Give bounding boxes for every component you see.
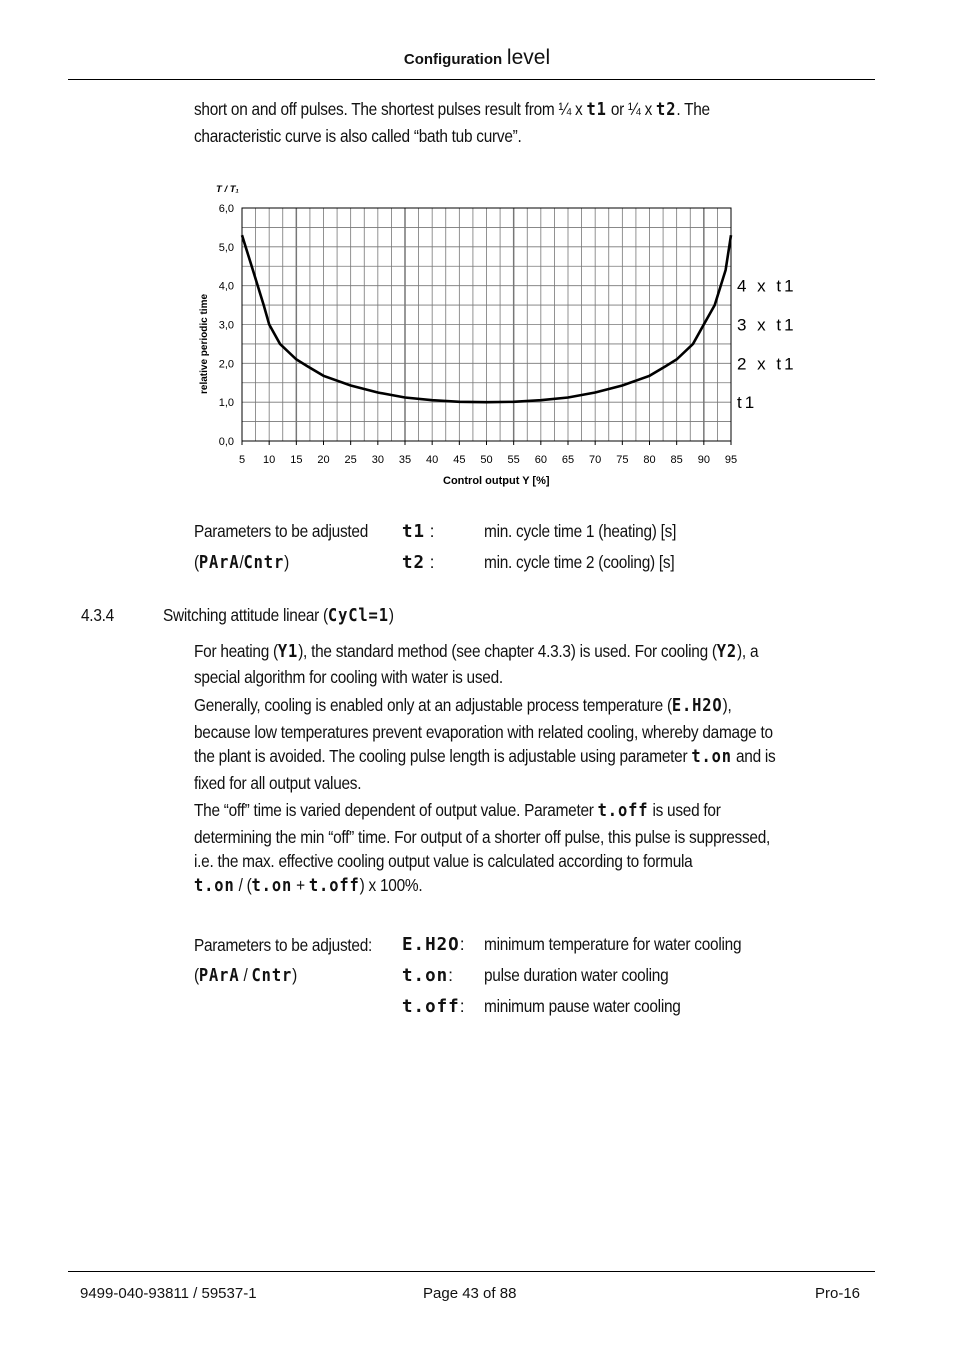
footer-page-number: Page 43 of 88 xyxy=(423,1285,517,1302)
params2-row-toff: t.off: xyxy=(402,996,465,1017)
section-number: 4.3.4 xyxy=(81,605,114,625)
footer-product: Pro-16 xyxy=(815,1285,861,1302)
x-tick-label: 20 xyxy=(317,454,330,466)
x-tick-label: 5 xyxy=(238,454,246,466)
x-tick-label: 55 xyxy=(507,454,520,466)
code-cycl: CyCl=1 xyxy=(327,606,389,626)
chart-ylabel: relative periodic time xyxy=(199,293,210,394)
params2-row-ton: t.on: xyxy=(402,965,453,986)
code-cntr: Cntr xyxy=(243,553,285,573)
y-tick-label: 1,0 xyxy=(218,397,234,410)
y-tick-label: 4,0 xyxy=(218,280,234,293)
params1-menu: (PArA/Cntr) xyxy=(194,552,289,573)
x-tick-label: 70 xyxy=(589,454,602,466)
x-tick-label: 95 xyxy=(724,454,738,466)
header-title-light: level xyxy=(506,46,551,69)
x-tick-label: 60 xyxy=(534,454,547,466)
params2-row-toff-desc: minimum pause water cooling xyxy=(484,996,681,1016)
body-p3-line2: determining the min “off” time. For output of a shorter off pulse, this pulse is suppressed, xyxy=(194,827,771,847)
intro-line-1: short on and off pulses. The shortest pulses result from ¼ x t1 or ¼ x t2. The xyxy=(194,99,710,120)
body-p3-line3: i.e. the max. effective cooling output value is calculated according to formula xyxy=(194,851,693,871)
x-tick-label: 45 xyxy=(453,454,466,466)
body-p1-line2: special algorithm for cooling with water is used. xyxy=(194,667,503,687)
x-tick-label: 75 xyxy=(616,454,629,466)
x-tick-label: 30 xyxy=(371,454,384,466)
header-title-bold: Configuration xyxy=(403,51,503,68)
chart-right-labels xyxy=(737,277,797,413)
code-y2: Y2 xyxy=(716,642,738,662)
chart-y-top-label: T / T₁ xyxy=(216,184,239,195)
params1-label: Parameters to be adjusted xyxy=(194,521,369,541)
y-tick-label: 3,0 xyxy=(218,319,234,332)
right-axis-label: 4 x t1 xyxy=(737,276,797,296)
code-t2: t2 xyxy=(656,100,677,120)
x-tick-label: 10 xyxy=(263,454,276,466)
footer-doc-number: 9499-040-93811 / 59537-1 xyxy=(80,1285,257,1302)
footer-rule xyxy=(68,1271,875,1272)
y-tick-label: 0,0 xyxy=(218,436,234,448)
params2-row-eh2o-desc: minimum temperature for water cooling xyxy=(484,934,742,954)
right-axis-label: t1 xyxy=(737,393,758,413)
body-p2-line1: Generally, cooling is enabled only at an adjustable process temperature (E.H2O), xyxy=(194,695,732,716)
bathtub-chart xyxy=(0,0,954,500)
body-p2-line2: because low temperatures prevent evaporation with related cooling, whereby damage to xyxy=(194,722,773,742)
body-formula: t.on / (t.on + t.off) x 100%. xyxy=(194,875,423,896)
x-tick-label: 35 xyxy=(398,454,412,466)
right-axis-label: 3 x t1 xyxy=(737,315,797,335)
x-tick-label: 80 xyxy=(643,454,656,466)
code-toff: t.off xyxy=(597,801,649,821)
code-y1: Y1 xyxy=(277,642,299,662)
x-tick-label: 40 xyxy=(426,454,439,466)
params1-row-t2-desc: min. cycle time 2 (cooling) [s] xyxy=(484,552,675,572)
code-t1: t1 xyxy=(586,100,607,120)
params2-label: Parameters to be adjusted: xyxy=(194,935,373,955)
y-tick-label: 5,0 xyxy=(218,241,234,254)
code-eh2o: E.H2O xyxy=(671,696,723,716)
x-tick-label: 65 xyxy=(561,454,575,466)
body-p2-line4: fixed for all output values. xyxy=(194,773,362,793)
body-p2-line3: the plant is avoided. The cooling pulse length is adjustable using parameter t.on and is xyxy=(194,746,776,767)
chart-xlabel: Control output Y [%] xyxy=(443,475,550,487)
params2-menu: (PArA / Cntr) xyxy=(194,965,298,986)
x-tick-label: 90 xyxy=(697,454,710,466)
chart-grid xyxy=(242,208,731,441)
intro-line-2: characteristic curve is also called “bath tub curve”. xyxy=(194,126,522,146)
x-tick-label: 15 xyxy=(290,454,303,466)
x-tick-label: 25 xyxy=(344,454,357,466)
body-p3-line1: The “off” time is varied dependent of output value. Parameter t.off is used for xyxy=(194,800,721,821)
params1-row-t1-desc: min. cycle time 1 (heating) [s] xyxy=(484,521,677,541)
x-tick-label: 85 xyxy=(670,454,683,466)
right-axis-label: 2 x t1 xyxy=(737,354,797,374)
params1-row-t2: t2 : xyxy=(402,552,435,573)
params1-row-t1: t1 : xyxy=(402,521,435,542)
section-title: Switching attitude linear (CyCl=1) xyxy=(163,605,394,626)
code-para: PArA xyxy=(198,553,240,573)
y-tick-label: 6,0 xyxy=(218,203,234,215)
x-tick-label: 50 xyxy=(480,454,493,466)
code-ton: t.on xyxy=(691,747,732,767)
params2-row-eh2o: E.H2O: xyxy=(402,934,465,955)
params2-row-ton-desc: pulse duration water cooling xyxy=(484,965,669,985)
body-p1-line1: For heating (Y1), the standard method (see chapter 4.3.3) is used. For cooling (Y2), a xyxy=(194,641,759,662)
y-tick-label: 2,0 xyxy=(218,358,234,371)
